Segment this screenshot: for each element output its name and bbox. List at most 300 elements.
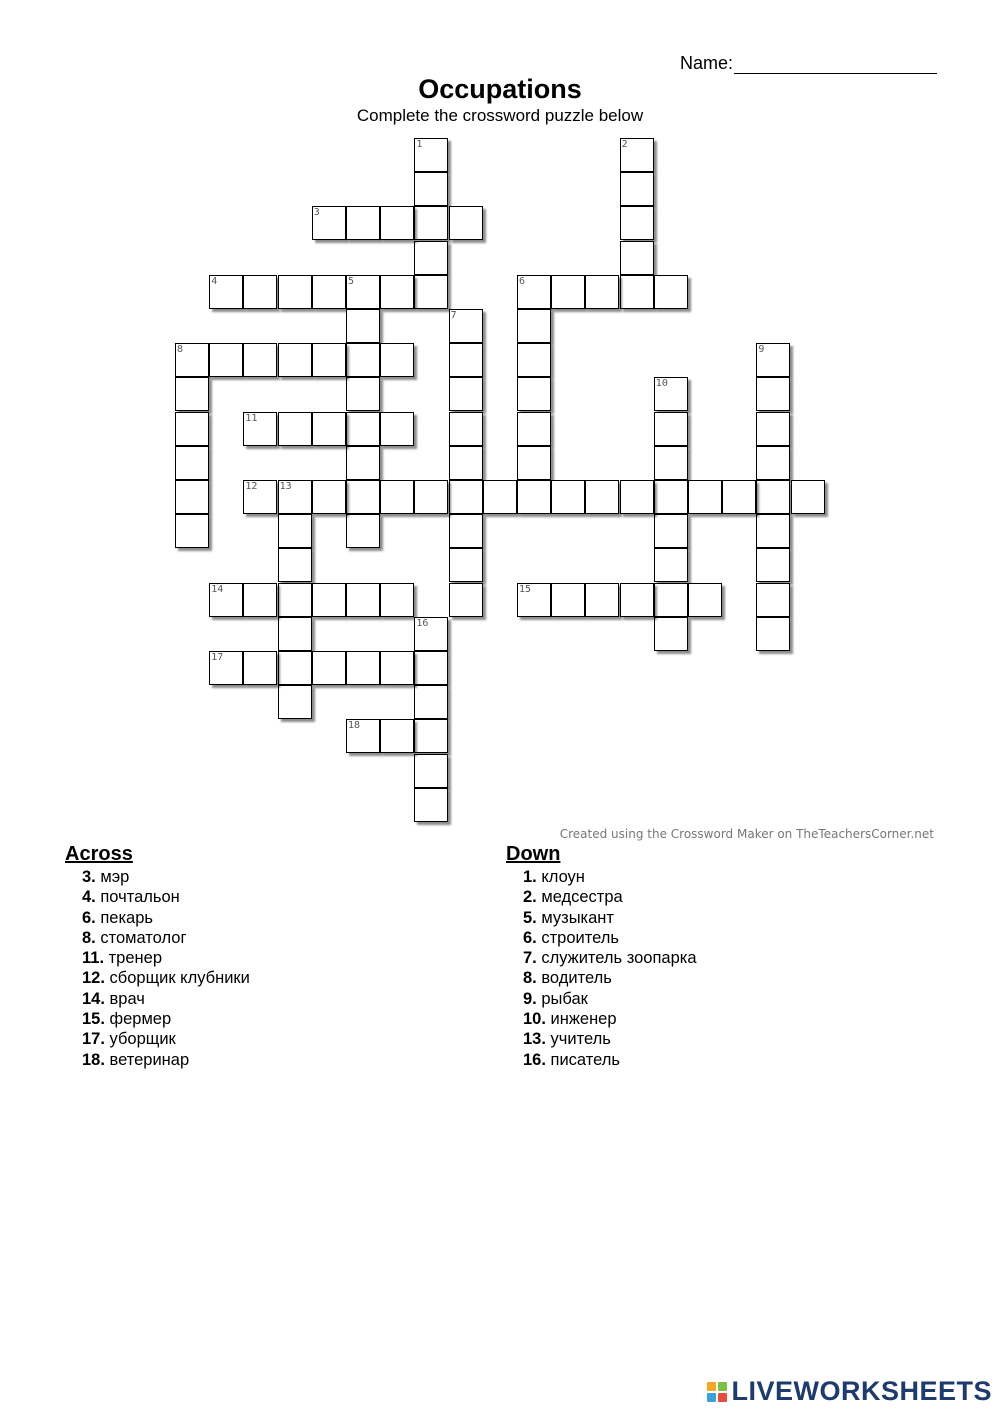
clue-text: сборщик клубники <box>104 969 250 988</box>
cell-input[interactable] <box>347 481 379 513</box>
cell-input[interactable] <box>450 413 482 445</box>
crossword-cell[interactable] <box>585 583 619 617</box>
clue-number: 15. <box>82 1010 105 1029</box>
crossword-cell[interactable] <box>620 241 654 275</box>
logo-text: LIVEWORKSHEETS <box>731 1376 992 1406</box>
clue-text: почтальон <box>95 888 180 907</box>
crossword-cell[interactable] <box>278 514 312 548</box>
crossword-cell[interactable] <box>278 343 312 377</box>
cell-input[interactable] <box>244 584 276 616</box>
crossword-cell[interactable] <box>722 480 756 514</box>
crossword-cell[interactable] <box>756 548 790 582</box>
crossword-cell[interactable] <box>278 480 312 514</box>
crossword-cell[interactable] <box>449 583 483 617</box>
cell-input[interactable] <box>279 276 311 308</box>
clue-text: инженер <box>545 1010 617 1029</box>
cell-input[interactable] <box>176 515 208 547</box>
cell-input[interactable] <box>518 447 550 479</box>
cell-input[interactable] <box>655 549 687 581</box>
cell-input[interactable] <box>689 481 721 513</box>
cell-input[interactable] <box>347 413 379 445</box>
crossword-cell[interactable] <box>278 548 312 582</box>
crossword-cell[interactable] <box>483 480 517 514</box>
cell-input[interactable] <box>518 413 550 445</box>
down-heading: Down <box>506 843 561 865</box>
crossword-cell[interactable] <box>449 548 483 582</box>
crossword-cell[interactable] <box>449 206 483 240</box>
page-title: Occupations <box>418 74 582 104</box>
crossword-cell[interactable] <box>414 138 448 172</box>
crossword-cell[interactable] <box>449 309 483 343</box>
crossword-cell[interactable] <box>688 583 722 617</box>
crossword-cell[interactable] <box>517 343 551 377</box>
cell-input[interactable] <box>347 276 379 308</box>
crossword-cell[interactable] <box>175 412 209 446</box>
cell-input[interactable] <box>655 584 687 616</box>
cell-number: 8 <box>177 344 184 356</box>
clue-text: фермер <box>104 1010 172 1029</box>
crossword-cell[interactable] <box>756 480 790 514</box>
crossword-cell[interactable] <box>517 583 551 617</box>
cell-input[interactable] <box>244 344 276 376</box>
cell-input[interactable] <box>381 584 413 616</box>
down-clue <box>523 928 697 948</box>
crossword-cell[interactable] <box>654 514 688 548</box>
crossword-cell[interactable] <box>346 719 380 753</box>
crossword-cell[interactable] <box>585 275 619 309</box>
cell-input[interactable] <box>655 276 687 308</box>
cell-input[interactable] <box>415 720 447 752</box>
cell-input[interactable] <box>655 481 687 513</box>
clue-number: 13. <box>523 1030 546 1049</box>
crossword-cell[interactable] <box>380 583 414 617</box>
across-clue <box>82 1050 250 1070</box>
crossword-cell[interactable] <box>312 343 346 377</box>
cell-input[interactable] <box>415 481 447 513</box>
cell-number: 14 <box>211 583 224 595</box>
clue-number: 8. <box>82 928 96 947</box>
liveworksheets-logo <box>707 1376 992 1407</box>
down-clue <box>523 867 697 887</box>
cell-input[interactable] <box>244 652 276 684</box>
cell-input[interactable] <box>450 378 482 410</box>
crossword-cell[interactable] <box>654 617 688 651</box>
cell-input[interactable] <box>655 413 687 445</box>
clue-text: рыбак <box>536 989 588 1008</box>
cell-input[interactable] <box>381 720 413 752</box>
cell-input[interactable] <box>518 276 550 308</box>
crossword-cell[interactable] <box>346 309 380 343</box>
cell-input[interactable] <box>244 276 276 308</box>
cell-input[interactable] <box>655 447 687 479</box>
cell-input[interactable] <box>621 242 653 274</box>
crossword-cell[interactable] <box>414 754 448 788</box>
crossword-cell[interactable] <box>346 446 380 480</box>
crossword-cell[interactable] <box>688 480 722 514</box>
crossword-cell[interactable] <box>209 343 243 377</box>
crossword-cell[interactable] <box>243 651 277 685</box>
cell-input[interactable] <box>757 447 789 479</box>
crossword-cell[interactable] <box>175 514 209 548</box>
crossword-cell[interactable] <box>278 685 312 719</box>
crossword-cell[interactable] <box>243 275 277 309</box>
crossword-cell[interactable] <box>414 685 448 719</box>
cell-input[interactable] <box>381 481 413 513</box>
crossword-cell[interactable] <box>620 480 654 514</box>
crossword-cell[interactable] <box>756 446 790 480</box>
cell-number: 1 <box>416 139 423 150</box>
crossword-cell[interactable] <box>620 138 654 172</box>
crossword-cell[interactable] <box>346 583 380 617</box>
cell-input[interactable] <box>415 686 447 718</box>
cell-input[interactable] <box>450 584 482 616</box>
logo-block <box>718 1382 727 1391</box>
crossword-cell[interactable] <box>585 480 619 514</box>
cell-input[interactable] <box>176 481 208 513</box>
crossword-cell[interactable] <box>414 719 448 753</box>
crossword-cell[interactable] <box>346 343 380 377</box>
crossword-cell[interactable] <box>756 343 790 377</box>
clue-text: клоун <box>536 868 585 886</box>
cell-input[interactable] <box>552 481 584 513</box>
crossword-cell[interactable] <box>278 275 312 309</box>
cell-input[interactable] <box>210 344 242 376</box>
cell-input[interactable] <box>415 652 447 684</box>
crossword-cell[interactable] <box>243 412 277 446</box>
crossword-cell[interactable] <box>449 343 483 377</box>
crossword-cell[interactable] <box>175 343 209 377</box>
cell-input[interactable] <box>244 413 276 445</box>
crossword-cell[interactable] <box>380 412 414 446</box>
cell-input[interactable] <box>244 481 276 513</box>
cell-input[interactable] <box>347 207 379 239</box>
crossword-cell[interactable] <box>414 651 448 685</box>
cell-input[interactable] <box>347 344 379 376</box>
down-clue <box>523 1009 697 1029</box>
crossword-cell[interactable] <box>654 548 688 582</box>
cell-input[interactable] <box>415 755 447 787</box>
crossword-cell[interactable] <box>380 719 414 753</box>
cell-input[interactable] <box>381 276 413 308</box>
cell-input[interactable] <box>415 242 447 274</box>
cell-input[interactable] <box>518 481 550 513</box>
across-clue <box>82 928 250 948</box>
cell-input[interactable] <box>621 139 653 171</box>
crossword-cell[interactable] <box>346 412 380 446</box>
cell-input[interactable] <box>586 481 618 513</box>
cell-input[interactable] <box>279 413 311 445</box>
cell-input[interactable] <box>757 481 789 513</box>
crossword-cell[interactable] <box>756 412 790 446</box>
crossword-cell[interactable] <box>756 377 790 411</box>
crossword-cell[interactable] <box>551 275 585 309</box>
cell-input[interactable] <box>347 515 379 547</box>
crossword-cell[interactable] <box>175 480 209 514</box>
cell-input[interactable] <box>347 447 379 479</box>
cell-input[interactable] <box>313 207 345 239</box>
cell-input[interactable] <box>381 652 413 684</box>
clue-number: 2. <box>523 888 537 907</box>
cell-input[interactable] <box>279 618 311 650</box>
cell-input[interactable] <box>723 481 755 513</box>
cell-number: 11 <box>245 412 258 424</box>
cell-input[interactable] <box>621 207 653 239</box>
crossword-cell[interactable] <box>414 617 448 651</box>
cell-input[interactable] <box>347 310 379 342</box>
cell-input[interactable] <box>381 344 413 376</box>
cell-input[interactable] <box>757 378 789 410</box>
crossword-cell[interactable] <box>175 377 209 411</box>
crossword-cell[interactable] <box>209 583 243 617</box>
clue-number: 8. <box>523 969 537 988</box>
clue-text: строитель <box>536 928 619 947</box>
cell-number: 10 <box>655 378 668 390</box>
crossword-cell[interactable] <box>654 412 688 446</box>
cell-input[interactable] <box>655 515 687 547</box>
cell-input[interactable] <box>552 584 584 616</box>
page-subtitle: Complete the crossword puzzle below <box>356 106 644 125</box>
cell-input[interactable] <box>757 515 789 547</box>
clue-text: медсестра <box>536 888 623 907</box>
cell-input[interactable] <box>415 618 447 650</box>
crossword-cell[interactable] <box>620 583 654 617</box>
crossword-cell[interactable] <box>380 651 414 685</box>
cell-input[interactable] <box>279 549 311 581</box>
cell-input[interactable] <box>450 207 482 239</box>
crossword-cell[interactable] <box>346 651 380 685</box>
crossword-cell[interactable] <box>346 206 380 240</box>
clue-number: 10. <box>523 1010 546 1029</box>
clue-number: 6. <box>523 928 537 947</box>
cell-input[interactable] <box>757 618 789 650</box>
down-clue <box>523 968 697 988</box>
crossword-cell[interactable] <box>278 651 312 685</box>
cell-input[interactable] <box>210 584 242 616</box>
crossword-cell[interactable] <box>414 241 448 275</box>
cell-input[interactable] <box>279 515 311 547</box>
crossword-cell[interactable] <box>175 446 209 480</box>
crossword-cell[interactable] <box>449 514 483 548</box>
crossword-cell[interactable] <box>414 788 448 822</box>
cell-input[interactable] <box>279 584 311 616</box>
down-clue <box>523 887 697 907</box>
cell-input[interactable] <box>415 139 447 171</box>
crossword-cell[interactable] <box>517 275 551 309</box>
across-clue <box>82 908 250 928</box>
crossword-cell[interactable] <box>551 583 585 617</box>
crossword-cell[interactable] <box>654 275 688 309</box>
cell-input[interactable] <box>450 481 482 513</box>
cell-input[interactable] <box>313 276 345 308</box>
cell-input[interactable] <box>279 344 311 376</box>
clue-text: ветеринар <box>104 1050 190 1069</box>
cell-input[interactable] <box>176 413 208 445</box>
cell-input[interactable] <box>347 378 379 410</box>
crossword-cell[interactable] <box>620 206 654 240</box>
crossword-cell[interactable] <box>243 343 277 377</box>
crossword-cell[interactable] <box>517 412 551 446</box>
cell-input[interactable] <box>279 686 311 718</box>
cell-input[interactable] <box>586 584 618 616</box>
cell-input[interactable] <box>313 584 345 616</box>
name-label: Name: <box>680 53 734 73</box>
crossword-cell[interactable] <box>312 206 346 240</box>
crossword-cell[interactable] <box>449 377 483 411</box>
clue-text: служитель зоопарка <box>536 949 697 968</box>
cell-input[interactable] <box>655 378 687 410</box>
cell-input[interactable] <box>757 549 789 581</box>
across-clue <box>82 867 250 887</box>
cell-input[interactable] <box>176 447 208 479</box>
logo-block <box>707 1393 716 1402</box>
cell-input[interactable] <box>176 378 208 410</box>
clue-text: мэр <box>95 868 130 886</box>
cell-input[interactable] <box>757 413 789 445</box>
crossword-cell[interactable] <box>312 651 346 685</box>
crossword-cell[interactable] <box>654 446 688 480</box>
cell-input[interactable] <box>689 584 721 616</box>
clue-text: тренер <box>104 949 162 968</box>
crossword-cell[interactable] <box>346 480 380 514</box>
cell-number: 2 <box>621 139 628 150</box>
crossword-cell[interactable] <box>243 480 277 514</box>
cell-input[interactable] <box>484 481 516 513</box>
crossword-cell[interactable] <box>756 617 790 651</box>
cell-input[interactable] <box>450 310 482 342</box>
across-clue <box>82 948 250 968</box>
crossword-cell[interactable] <box>209 275 243 309</box>
cell-input[interactable] <box>210 652 242 684</box>
cell-input[interactable] <box>621 481 653 513</box>
across-clue-list <box>82 867 250 1070</box>
cell-input[interactable] <box>518 584 550 616</box>
cell-input[interactable] <box>176 344 208 376</box>
clue-number: 17. <box>82 1030 105 1049</box>
crossword-cell[interactable] <box>380 343 414 377</box>
cell-input[interactable] <box>313 413 345 445</box>
cell-number: 15 <box>519 583 532 595</box>
crossword-cell[interactable] <box>517 480 551 514</box>
cell-input[interactable] <box>381 413 413 445</box>
cell-input[interactable] <box>757 584 789 616</box>
crossword-cell[interactable] <box>551 480 585 514</box>
crossword-cell[interactable] <box>278 412 312 446</box>
crossword-cell[interactable] <box>517 309 551 343</box>
cell-number: 17 <box>211 652 224 663</box>
crossword-cell[interactable] <box>346 514 380 548</box>
cell-input[interactable] <box>415 276 447 308</box>
crossword-cell[interactable] <box>414 275 448 309</box>
clue-number: 3. <box>82 868 96 886</box>
crossword-cell[interactable] <box>620 172 654 206</box>
cell-input[interactable] <box>415 207 447 239</box>
crossword-cell[interactable] <box>517 446 551 480</box>
cell-input[interactable] <box>210 276 242 308</box>
cell-input[interactable] <box>313 481 345 513</box>
crossword-cell[interactable] <box>414 172 448 206</box>
clue-number: 16. <box>523 1050 546 1069</box>
crossword-cell[interactable] <box>791 480 825 514</box>
crossword-cell[interactable] <box>756 514 790 548</box>
cell-input[interactable] <box>621 173 653 205</box>
crossword-cell[interactable] <box>209 651 243 685</box>
crossword-cell[interactable] <box>380 480 414 514</box>
cell-input[interactable] <box>279 652 311 684</box>
cell-number: 18 <box>348 720 361 732</box>
crossword-cell[interactable] <box>517 377 551 411</box>
clue-text: врач <box>104 989 145 1008</box>
cell-input[interactable] <box>518 310 550 342</box>
cell-input[interactable] <box>792 481 824 513</box>
cell-input[interactable] <box>347 720 379 752</box>
cell-input[interactable] <box>415 789 447 821</box>
cell-input[interactable] <box>518 378 550 410</box>
cell-input[interactable] <box>450 549 482 581</box>
cell-input[interactable] <box>347 652 379 684</box>
logo-blocks-icon <box>707 1382 727 1402</box>
cell-input[interactable] <box>552 276 584 308</box>
cell-number: 9 <box>758 344 765 356</box>
down-clue <box>523 1029 697 1049</box>
across-heading: Across <box>65 843 133 865</box>
crossword-cell[interactable] <box>654 480 688 514</box>
across-clue <box>82 989 250 1009</box>
crossword-cell[interactable] <box>414 206 448 240</box>
clue-number: 7. <box>523 949 537 968</box>
crossword-cell[interactable] <box>654 377 688 411</box>
logo-block <box>718 1393 727 1402</box>
crossword-cell[interactable] <box>654 583 688 617</box>
cell-input[interactable] <box>279 481 311 513</box>
cell-input[interactable] <box>347 584 379 616</box>
cell-input[interactable] <box>415 173 447 205</box>
down-clue <box>523 908 697 928</box>
crossword-cell[interactable] <box>380 275 414 309</box>
cell-input[interactable] <box>313 344 345 376</box>
crossword-cell[interactable] <box>414 480 448 514</box>
cell-input[interactable] <box>313 652 345 684</box>
cell-input[interactable] <box>757 344 789 376</box>
crossword-cell[interactable] <box>312 412 346 446</box>
crossword-cell[interactable] <box>312 583 346 617</box>
cell-input[interactable] <box>655 618 687 650</box>
crossword-cell[interactable] <box>312 480 346 514</box>
crossword-cell[interactable] <box>449 446 483 480</box>
clue-number: 9. <box>523 989 537 1008</box>
cell-input[interactable] <box>621 276 653 308</box>
cell-input[interactable] <box>621 584 653 616</box>
crossword-cell[interactable] <box>380 206 414 240</box>
crossword-cell[interactable] <box>449 412 483 446</box>
crossword-cell[interactable] <box>346 275 380 309</box>
cell-input[interactable] <box>450 344 482 376</box>
cell-input[interactable] <box>381 207 413 239</box>
cell-input[interactable] <box>450 447 482 479</box>
crossword-cell[interactable] <box>449 480 483 514</box>
crossword-cell[interactable] <box>346 377 380 411</box>
cell-input[interactable] <box>586 276 618 308</box>
crossword-cell[interactable] <box>278 617 312 651</box>
clue-text: музыкант <box>536 908 614 927</box>
crossword-cell[interactable] <box>278 583 312 617</box>
cell-input[interactable] <box>450 515 482 547</box>
crossword-cell[interactable] <box>756 583 790 617</box>
cell-input[interactable] <box>518 344 550 376</box>
crossword-cell[interactable] <box>620 275 654 309</box>
clue-text: уборщик <box>104 1030 176 1049</box>
crossword-cell[interactable] <box>312 275 346 309</box>
crossword-cell[interactable] <box>243 583 277 617</box>
